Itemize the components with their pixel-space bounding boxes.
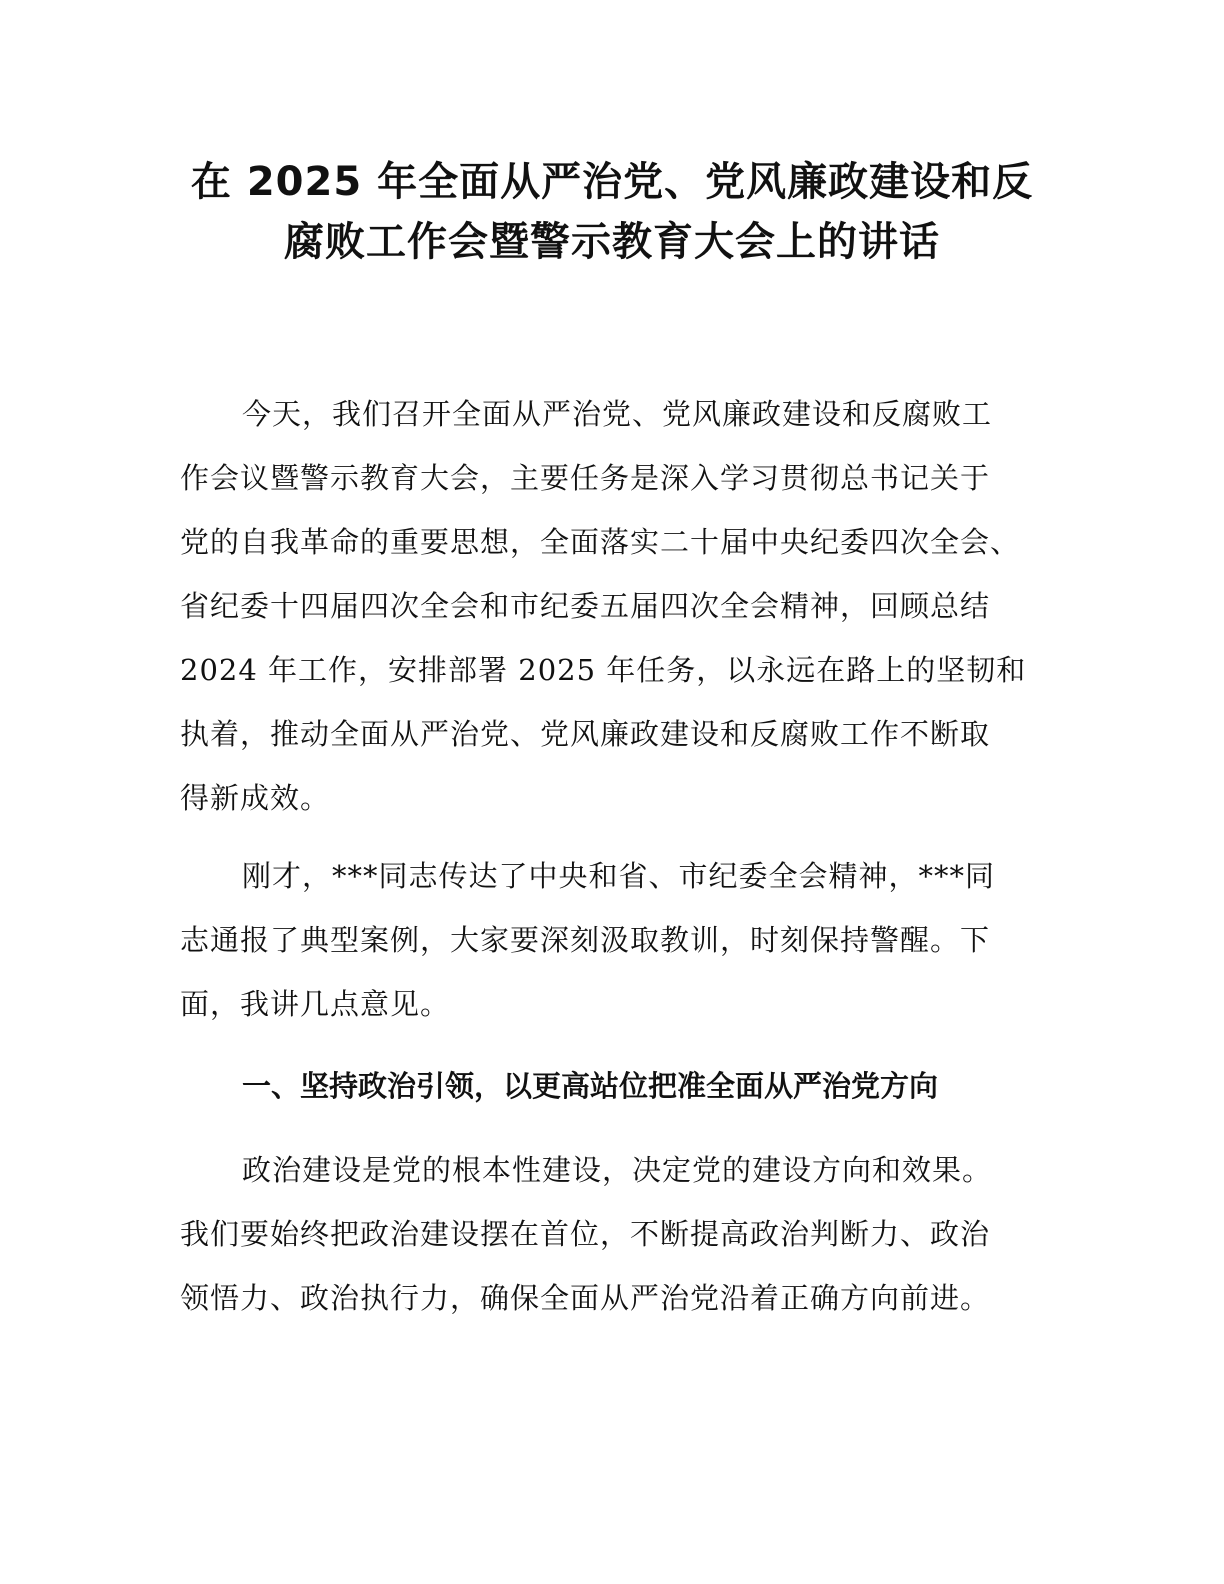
text-line: 作会议暨警示教育大会，主要任务是深入学习贯彻总书记关于 (180, 461, 991, 495)
text-line: 2024 年工作，安排部署 2025 年任务，以永远在路上的坚韧和 (180, 653, 1027, 687)
paragraph-introduction (180, 844, 1044, 1036)
text-line: 党的自我革命的重要思想，全面落实二十届中央纪委四次全会、 (180, 525, 1021, 559)
title-line: 腐败工作会暨警示教育大会上的讲话 (284, 219, 940, 265)
text-line: 志通报了典型案例，大家要深刻汲取教训，时刻保持警醒。下 (180, 923, 991, 957)
text-line: 今天，我们召开全面从严治党、党风廉政建设和反腐败工 (242, 397, 993, 431)
text-line: 政治建设是党的根本性建设，决定党的建设方向和效果。 (242, 1153, 993, 1187)
title-line: 在 2025 年全面从严治党、党风廉政建设和反 (190, 159, 1034, 205)
text-line: 我们要始终把政治建设摆在首位，不断提高政治判断力、政治 (180, 1217, 991, 1251)
text-line: 领悟力、政治执行力，确保全面从严治党沿着正确方向前进。 (180, 1281, 991, 1315)
text-line: 执着，推动全面从严治党、党风廉政建设和反腐败工作不断取 (180, 717, 991, 751)
document-title (150, 152, 1074, 272)
text-line: 得新成效。 (180, 781, 331, 815)
text-line: 面，我讲几点意见。 (180, 987, 451, 1021)
text-line: 省纪委十四届四次全会和市纪委五届四次全会精神，回顾总结 (180, 589, 991, 623)
paragraph-political-construction (180, 1138, 1044, 1330)
paragraph-opening (180, 382, 1044, 830)
section-heading-1: 一、坚持政治引领，以更高站位把准全面从严治党方向 (242, 1069, 939, 1103)
text-line: 刚才，***同志传达了中央和省、市纪委全会精神，***同 (242, 859, 996, 893)
